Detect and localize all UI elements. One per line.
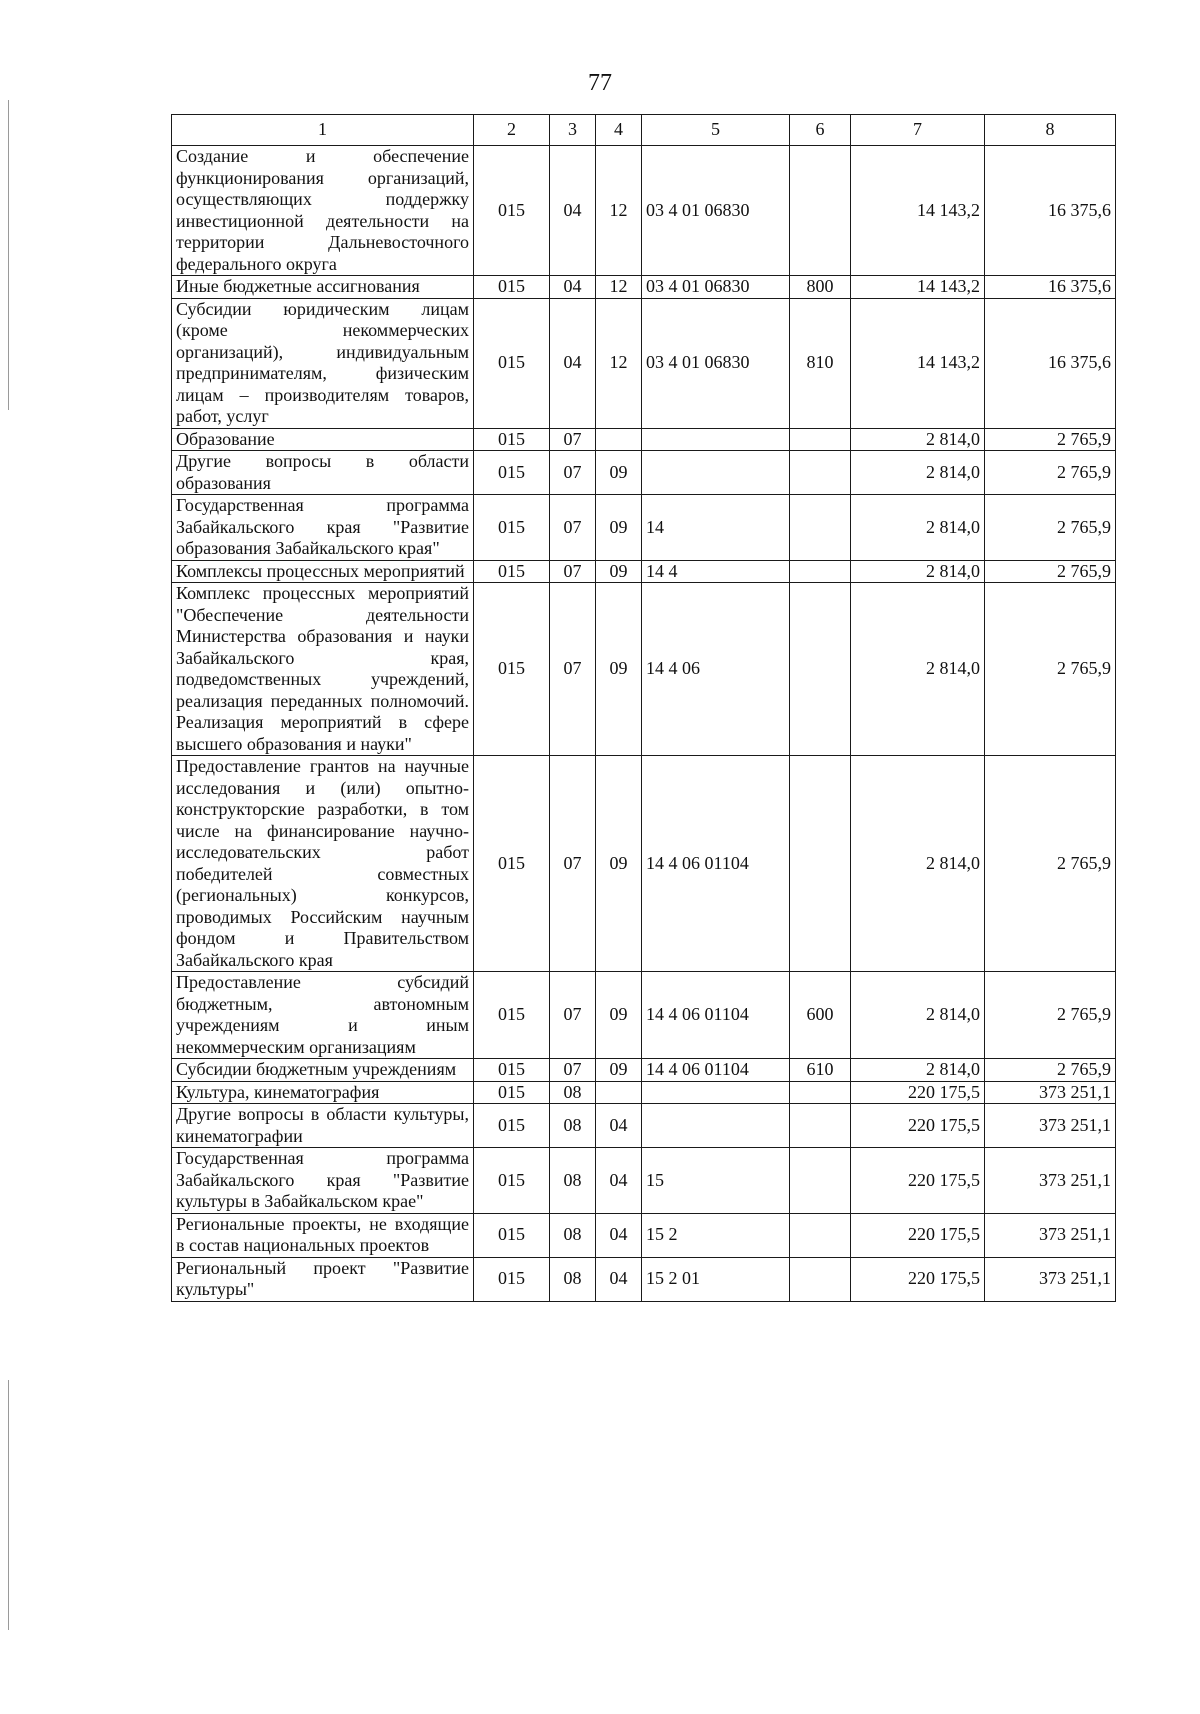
subsection-code-cell: 09 <box>596 972 642 1059</box>
subsection-code-cell: 04 <box>596 1148 642 1214</box>
subsection-code-cell: 04 <box>596 1104 642 1148</box>
table-body <box>172 146 1116 1302</box>
budget-table <box>171 114 1116 1302</box>
admin-code-cell: 015 <box>474 756 550 972</box>
expense-type-cell <box>790 560 851 583</box>
column-header: 5 <box>642 115 790 146</box>
subsection-code-cell: 09 <box>596 583 642 756</box>
target-article-cell: 03 4 01 06830 <box>642 276 790 299</box>
amount-cell-col7: 2 814,0 <box>851 756 985 972</box>
amount-cell-col8: 16 375,6 <box>985 146 1116 276</box>
row-name-cell: Региональный проект "Развитие культуры" <box>172 1257 474 1301</box>
column-header: 4 <box>596 115 642 146</box>
section-code-cell: 07 <box>550 972 596 1059</box>
amount-cell-col7: 220 175,5 <box>851 1148 985 1214</box>
table-row <box>172 495 1116 561</box>
row-name-cell: Иные бюджетные ассигнования <box>172 276 474 299</box>
amount-cell-col7: 220 175,5 <box>851 1081 985 1104</box>
section-code-cell: 07 <box>550 495 596 561</box>
table-row <box>172 146 1116 276</box>
amount-cell-col7: 220 175,5 <box>851 1104 985 1148</box>
table-row <box>172 1213 1116 1257</box>
expense-type-cell <box>790 583 851 756</box>
target-article-cell: 14 4 06 01104 <box>642 1059 790 1082</box>
amount-cell-col8: 2 765,9 <box>985 756 1116 972</box>
target-article-cell: 15 2 <box>642 1213 790 1257</box>
section-code-cell: 08 <box>550 1104 596 1148</box>
subsection-code-cell: 12 <box>596 146 642 276</box>
column-header: 1 <box>172 115 474 146</box>
subsection-code-cell <box>596 428 642 451</box>
subsection-code-cell: 09 <box>596 560 642 583</box>
expense-type-cell <box>790 428 851 451</box>
row-name-cell: Другие вопросы в области образования <box>172 451 474 495</box>
amount-cell-col8: 2 765,9 <box>985 972 1116 1059</box>
table-row <box>172 298 1116 428</box>
table-row <box>172 756 1116 972</box>
amount-cell-col7: 2 814,0 <box>851 495 985 561</box>
column-header: 6 <box>790 115 851 146</box>
amount-cell-col7: 14 143,2 <box>851 146 985 276</box>
admin-code-cell: 015 <box>474 1213 550 1257</box>
amount-cell-col8: 2 765,9 <box>985 1059 1116 1082</box>
table-row <box>172 451 1116 495</box>
row-name-cell: Субсидии юридическим лицам (кроме некоммерческих организаций), индивидуальным предпринимателям, физическим лицам – производителям товаров, работ, услуг <box>172 298 474 428</box>
section-code-cell: 08 <box>550 1081 596 1104</box>
table-row <box>172 583 1116 756</box>
amount-cell-col7: 220 175,5 <box>851 1257 985 1301</box>
expense-type-cell <box>790 1213 851 1257</box>
column-header: 3 <box>550 115 596 146</box>
section-code-cell: 04 <box>550 146 596 276</box>
column-header: 8 <box>985 115 1116 146</box>
table-row <box>172 1059 1116 1082</box>
amount-cell-col7: 2 814,0 <box>851 451 985 495</box>
row-name-cell: Предоставление субсидий бюджетным, автономным учреждениям и иным некоммерческим организациям <box>172 972 474 1059</box>
expense-type-cell <box>790 1104 851 1148</box>
admin-code-cell: 015 <box>474 1081 550 1104</box>
target-article-cell <box>642 1081 790 1104</box>
amount-cell-col8: 373 251,1 <box>985 1257 1116 1301</box>
table-row <box>172 276 1116 299</box>
amount-cell-col8: 373 251,1 <box>985 1213 1116 1257</box>
target-article-cell: 14 4 06 01104 <box>642 972 790 1059</box>
amount-cell-col8: 373 251,1 <box>985 1148 1116 1214</box>
expense-type-cell <box>790 756 851 972</box>
admin-code-cell: 015 <box>474 1059 550 1082</box>
expense-type-cell: 800 <box>790 276 851 299</box>
target-article-cell: 14 <box>642 495 790 561</box>
section-code-cell: 07 <box>550 1059 596 1082</box>
target-article-cell: 14 4 06 01104 <box>642 756 790 972</box>
table-row <box>172 428 1116 451</box>
target-article-cell: 15 <box>642 1148 790 1214</box>
expense-type-cell <box>790 1257 851 1301</box>
expense-type-cell <box>790 1148 851 1214</box>
admin-code-cell: 015 <box>474 298 550 428</box>
table-row <box>172 1104 1116 1148</box>
target-article-cell <box>642 1104 790 1148</box>
amount-cell-col7: 14 143,2 <box>851 276 985 299</box>
amount-cell-col7: 14 143,2 <box>851 298 985 428</box>
expense-type-cell <box>790 1081 851 1104</box>
amount-cell-col7: 220 175,5 <box>851 1213 985 1257</box>
subsection-code-cell: 09 <box>596 756 642 972</box>
admin-code-cell: 015 <box>474 583 550 756</box>
admin-code-cell: 015 <box>474 428 550 451</box>
row-name-cell: Предоставление грантов на научные исследования и (или) опытно-конструкторские разработки, в том числе на финансирование научно-исследовательских работ победителей совместных (региональных) конкурсов, проводимых Российским научным фондом и Правительством Забайкальского края <box>172 756 474 972</box>
scan-edge-line-top <box>8 100 9 410</box>
amount-cell-col8: 2 765,9 <box>985 495 1116 561</box>
row-name-cell: Комплекс процессных мероприятий "Обеспечение деятельности Министерства образования и науки Забайкальского края, подведомственных учреждений, реализация переданных полномочий. Реализация мероприятий в сфере высшего образования и науки" <box>172 583 474 756</box>
admin-code-cell: 015 <box>474 495 550 561</box>
subsection-code-cell: 04 <box>596 1213 642 1257</box>
expense-type-cell: 600 <box>790 972 851 1059</box>
amount-cell-col7: 2 814,0 <box>851 560 985 583</box>
expense-type-cell <box>790 451 851 495</box>
amount-cell-col8: 2 765,9 <box>985 428 1116 451</box>
target-article-cell <box>642 451 790 495</box>
page-number: 77 <box>588 70 612 96</box>
section-code-cell: 08 <box>550 1213 596 1257</box>
subsection-code-cell: 04 <box>596 1257 642 1301</box>
subsection-code-cell <box>596 1081 642 1104</box>
target-article-cell: 14 4 06 <box>642 583 790 756</box>
section-code-cell: 04 <box>550 276 596 299</box>
row-name-cell: Региональные проекты, не входящие в состав национальных проектов <box>172 1213 474 1257</box>
column-header: 7 <box>851 115 985 146</box>
amount-cell-col8: 16 375,6 <box>985 276 1116 299</box>
row-name-cell: Государственная программа Забайкальского края "Развитие культуры в Забайкальском крае" <box>172 1148 474 1214</box>
row-name-cell: Субсидии бюджетным учреждениям <box>172 1059 474 1082</box>
section-code-cell: 07 <box>550 560 596 583</box>
table-row <box>172 1257 1116 1301</box>
admin-code-cell: 015 <box>474 451 550 495</box>
expense-type-cell: 610 <box>790 1059 851 1082</box>
amount-cell-col8: 2 765,9 <box>985 451 1116 495</box>
subsection-code-cell: 12 <box>596 298 642 428</box>
expense-type-cell <box>790 146 851 276</box>
amount-cell-col7: 2 814,0 <box>851 583 985 756</box>
section-code-cell: 07 <box>550 451 596 495</box>
section-code-cell: 07 <box>550 428 596 451</box>
section-code-cell: 04 <box>550 298 596 428</box>
amount-cell-col7: 2 814,0 <box>851 428 985 451</box>
table-row <box>172 972 1116 1059</box>
amount-cell-col7: 2 814,0 <box>851 1059 985 1082</box>
column-header: 2 <box>474 115 550 146</box>
row-name-cell: Образование <box>172 428 474 451</box>
table-row <box>172 560 1116 583</box>
admin-code-cell: 015 <box>474 1257 550 1301</box>
subsection-code-cell: 09 <box>596 1059 642 1082</box>
target-article-cell: 03 4 01 06830 <box>642 146 790 276</box>
subsection-code-cell: 12 <box>596 276 642 299</box>
row-name-cell: Создание и обеспечение функционирования организаций, осуществляющих поддержку инвестиционной деятельности на территории Дальневосточного федерального округа <box>172 146 474 276</box>
row-name-cell: Другие вопросы в области культуры, кинематографии <box>172 1104 474 1148</box>
section-code-cell: 08 <box>550 1148 596 1214</box>
admin-code-cell: 015 <box>474 146 550 276</box>
expense-type-cell: 810 <box>790 298 851 428</box>
admin-code-cell: 015 <box>474 1148 550 1214</box>
admin-code-cell: 015 <box>474 276 550 299</box>
section-code-cell: 07 <box>550 583 596 756</box>
amount-cell-col7: 2 814,0 <box>851 972 985 1059</box>
amount-cell-col8: 2 765,9 <box>985 560 1116 583</box>
amount-cell-col8: 2 765,9 <box>985 583 1116 756</box>
subsection-code-cell: 09 <box>596 495 642 561</box>
target-article-cell: 14 4 <box>642 560 790 583</box>
table-row <box>172 1148 1116 1214</box>
header-row <box>172 115 1116 146</box>
admin-code-cell: 015 <box>474 560 550 583</box>
table-row <box>172 1081 1116 1104</box>
target-article-cell: 03 4 01 06830 <box>642 298 790 428</box>
target-article-cell <box>642 428 790 451</box>
admin-code-cell: 015 <box>474 972 550 1059</box>
amount-cell-col8: 373 251,1 <box>985 1104 1116 1148</box>
target-article-cell: 15 2 01 <box>642 1257 790 1301</box>
subsection-code-cell: 09 <box>596 451 642 495</box>
section-code-cell: 08 <box>550 1257 596 1301</box>
scan-edge-line-bottom <box>8 1380 9 1630</box>
row-name-cell: Комплексы процессных мероприятий <box>172 560 474 583</box>
expense-type-cell <box>790 495 851 561</box>
amount-cell-col8: 16 375,6 <box>985 298 1116 428</box>
row-name-cell: Культура, кинематография <box>172 1081 474 1104</box>
row-name-cell: Государственная программа Забайкальского края "Развитие образования Забайкальского края" <box>172 495 474 561</box>
amount-cell-col8: 373 251,1 <box>985 1081 1116 1104</box>
section-code-cell: 07 <box>550 756 596 972</box>
admin-code-cell: 015 <box>474 1104 550 1148</box>
